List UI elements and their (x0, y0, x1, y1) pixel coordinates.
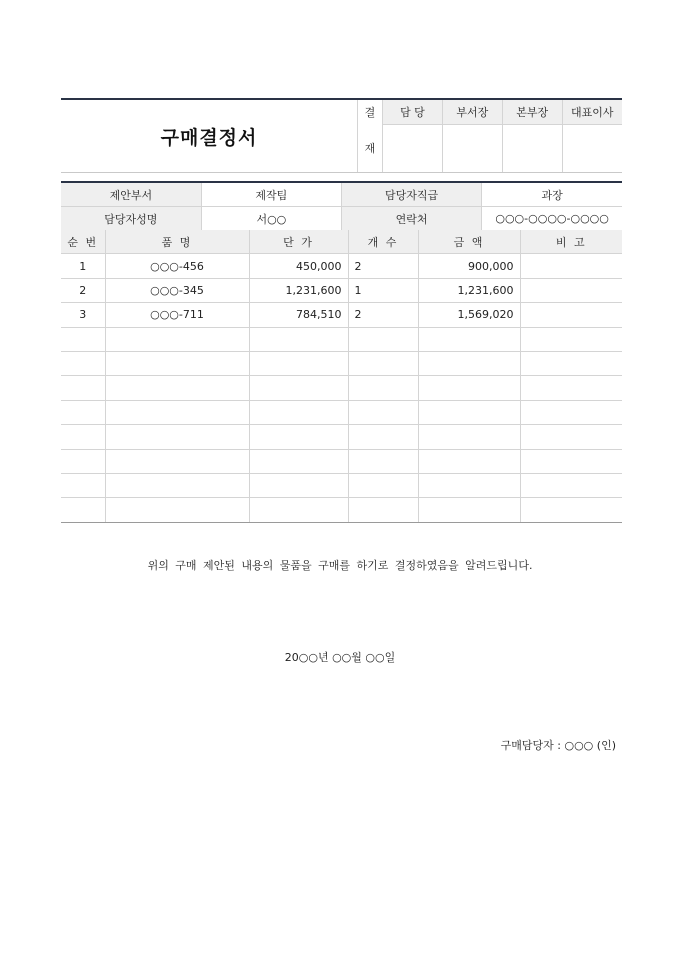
header-note: 비 고 (520, 230, 622, 254)
info-row (61, 182, 622, 207)
header-price: 단 가 (249, 230, 348, 254)
header-qty: 개 수 (348, 230, 418, 254)
contact-label: 연락처 (342, 207, 482, 231)
header-no: 순 번 (61, 230, 105, 254)
approval-label-top: 결 (358, 100, 383, 125)
cell-price[interactable]: 450,000 (249, 254, 348, 278)
dept-label: 제안부서 (61, 182, 201, 207)
cell-amount[interactable]: 1,569,020 (418, 303, 520, 327)
table-row (61, 303, 622, 327)
approval-label-bottom: 재 (358, 125, 383, 173)
cell-qty[interactable]: 2 (348, 254, 418, 278)
table-row-empty (61, 376, 622, 400)
name-label: 담당자성명 (61, 207, 201, 231)
items-header-row (61, 230, 622, 254)
cell-price[interactable]: 784,510 (249, 303, 348, 327)
header-amount: 금 액 (418, 230, 520, 254)
table-row-empty (61, 400, 622, 424)
table-row-empty (61, 498, 622, 522)
approval-sign-dept-head[interactable] (442, 125, 502, 173)
approval-role-ceo: 대표이사 (562, 100, 622, 125)
table-row (61, 254, 622, 278)
dept-value[interactable]: 제작팀 (201, 182, 341, 207)
document-title: 구매결정서 (160, 126, 258, 149)
table-row-empty (61, 351, 622, 375)
cell-no[interactable]: 3 (61, 303, 105, 327)
cell-amount[interactable]: 900,000 (418, 254, 520, 278)
name-value[interactable]: 서○○ (201, 207, 341, 231)
cell-note[interactable] (520, 254, 622, 278)
approval-role-dept-head: 부서장 (442, 100, 502, 125)
cell-amount[interactable]: 1,231,600 (418, 278, 520, 302)
approval-box (357, 100, 622, 172)
cell-note[interactable] (520, 278, 622, 302)
signer-line: 구매담당자 : ○○○ (인) (500, 739, 616, 752)
table-row-empty (61, 425, 622, 449)
table-row (61, 278, 622, 302)
cell-name[interactable]: ○○○-456 (105, 254, 249, 278)
cell-note[interactable] (520, 303, 622, 327)
notice-text: 위의 구매 제안된 내용의 물품을 구매를 하기로 결정하였음을 알려드립니다. (147, 559, 533, 572)
items-table (61, 230, 622, 523)
cell-price[interactable]: 1,231,600 (249, 278, 348, 302)
contact-value[interactable]: ○○○-○○○○-○○○○ (482, 207, 622, 231)
approval-sign-ceo[interactable] (562, 125, 622, 173)
approval-role-division-head: 본부장 (502, 100, 562, 125)
cell-qty[interactable]: 2 (348, 303, 418, 327)
table-row-empty (61, 327, 622, 351)
document-header (61, 98, 622, 173)
cell-no[interactable]: 2 (61, 278, 105, 302)
cell-name[interactable]: ○○○-345 (105, 278, 249, 302)
cell-name[interactable]: ○○○-711 (105, 303, 249, 327)
approval-role-staff: 담 당 (383, 100, 443, 125)
cell-no[interactable]: 1 (61, 254, 105, 278)
table-row-empty (61, 473, 622, 497)
header-name: 품 명 (105, 230, 249, 254)
info-table (61, 181, 622, 231)
cell-qty[interactable]: 1 (348, 278, 418, 302)
position-value[interactable]: 과장 (482, 182, 622, 207)
table-row-empty (61, 449, 622, 473)
info-row (61, 207, 622, 231)
approval-sign-staff[interactable] (383, 125, 443, 173)
approval-sign-division-head[interactable] (502, 125, 562, 173)
position-label: 담당자직급 (342, 182, 482, 207)
document-date: 20○○년 ○○월 ○○일 (284, 651, 396, 664)
